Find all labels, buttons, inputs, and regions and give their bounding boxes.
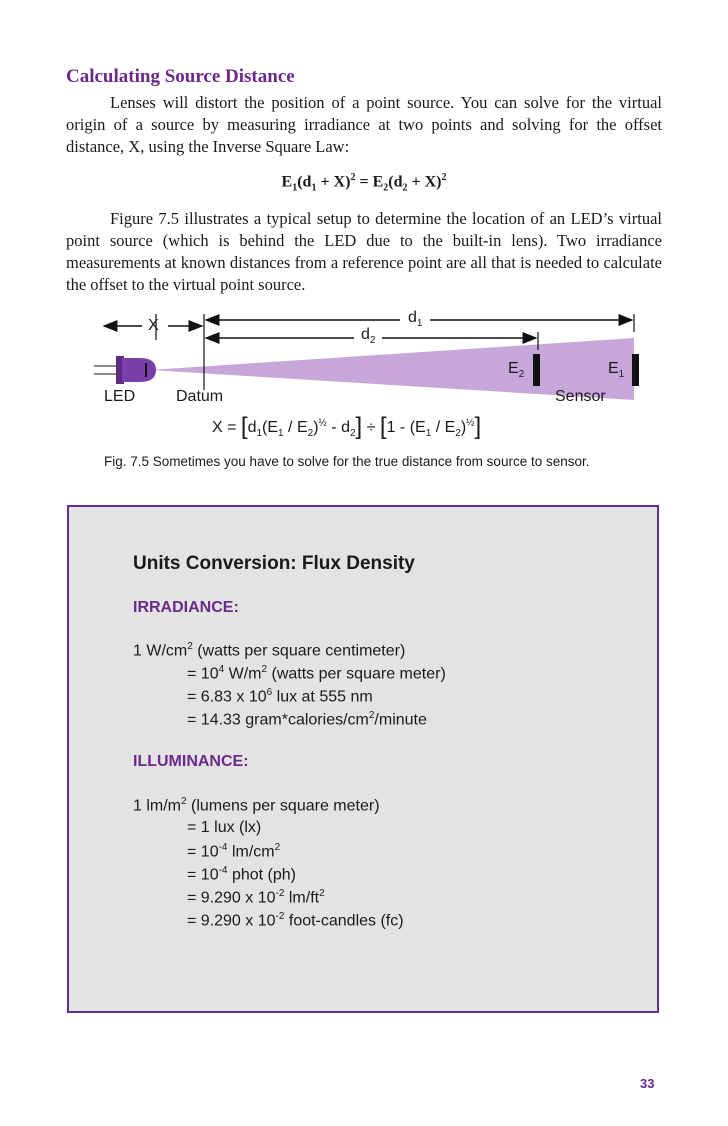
section-title: Calculating Source Distance (66, 66, 295, 87)
figure-caption: Fig. 7.5 Sometimes you have to solve for the true distance from source to sensor. (104, 454, 590, 469)
illuminance-line: = 9.290 x $10^{-2}$ $lm/ft^2$ (187, 888, 325, 907)
d1-label: $d_1$ (408, 309, 423, 330)
sensor-e1 (632, 354, 639, 386)
illuminance-line: = $10^{-4}$ $lm/cm^2$ (187, 842, 281, 861)
offset-formula: $X = [d_1(E_1 / E_2)^{\frac{1}{2}} - d_2] \div [1 - (E_1 / E_2)^{\frac{1}{2}}]$ (212, 413, 482, 440)
units-conversion-box (67, 505, 659, 1013)
sensor-label: Sensor (555, 388, 606, 405)
illuminance-line: = 9.290 x $10^{-2}$ foot-candles (fc) (187, 911, 404, 930)
led-label: LED (104, 388, 136, 405)
irradiance-line: = $10^4$ $W/m^2$ (watts per square meter) (187, 664, 446, 683)
box-title: Units Conversion: Flux Density (133, 553, 415, 574)
paragraph-intro-text: Lenses will distort the position of a point source. You can solve for the virtual origin of a source by measuring irradiance at two points and solving for the offset distance, X, using the Inverse Square Law: (66, 93, 662, 156)
x-label: X (148, 317, 159, 334)
illuminance-line: = 1 lux (lx) (187, 819, 262, 836)
irradiance-line: 1 $W/cm^2$ (watts per square centimeter) (133, 641, 406, 660)
page-number: 33 (640, 1076, 655, 1091)
paragraph-figure-intro (66, 208, 662, 296)
paragraph-intro (66, 92, 662, 158)
irradiance-line: = 6.83 x $10^6$ lux at 555 nm (187, 687, 373, 706)
illuminance-line: = $10^{-4}$ phot (ph) (187, 865, 296, 884)
inverse-square-equation: $E_1(d_1 + X)^2 = E_2(d_2 + X)^2$ (281, 172, 447, 194)
led-icon (94, 356, 156, 384)
datum-label: Datum (176, 388, 224, 405)
d2-label: $d_2$ (361, 326, 376, 347)
irradiance-line: = 14.33 $gram*calories/cm^2$/minute (187, 710, 427, 729)
e2-label: $E_2$ (508, 360, 525, 381)
illuminance-heading: ILLUMINANCE: (133, 753, 249, 770)
paragraph-figure-intro-text: Figure 7.5 illustrates a typical setup to determine the location of an LED’s virtual point source (which is behind the LED due to the built-in lens). Two irradiance measurements at known distances from a reference point are all that is needed to calculate the offset to the virtual point source. (66, 209, 662, 294)
e1-label: $E_1$ (608, 360, 625, 381)
illuminance-line: 1 $lm/m^2$ (lumens per square meter) (133, 796, 380, 815)
sensor-e2 (533, 354, 540, 386)
irradiance-heading: IRRADIANCE: (133, 599, 239, 616)
